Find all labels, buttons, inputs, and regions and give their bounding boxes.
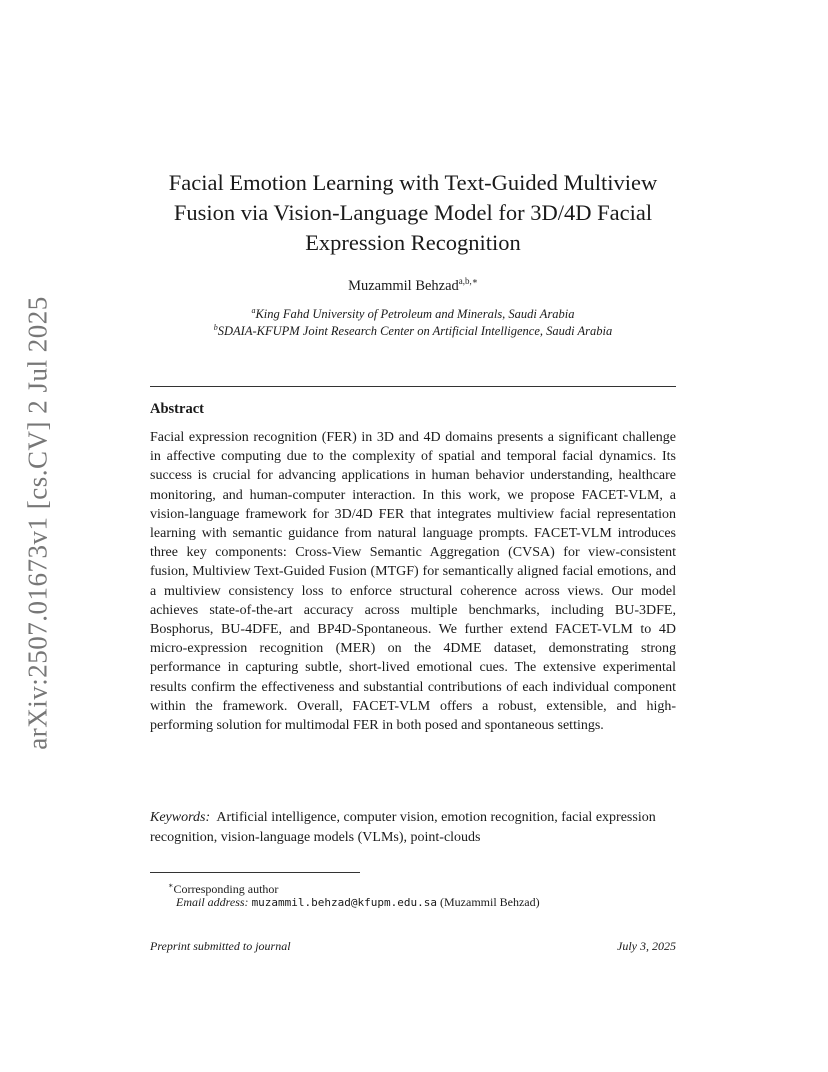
affiliation-text: King Fahd University of Petroleum and Minerals, Saudi Arabia <box>255 307 575 322</box>
email-note <box>176 894 540 911</box>
author-name: Muzammil Behzad <box>348 277 459 294</box>
author-marks: a,b,∗ <box>458 276 478 286</box>
author <box>150 276 676 295</box>
title-line: Fusion via Vision-Language Model for 3D/4D Facial <box>173 200 653 225</box>
affiliation-a <box>150 306 676 322</box>
email-label: Email address: <box>176 895 249 909</box>
paper-title <box>150 168 676 258</box>
title-line: Expression Recognition <box>305 230 521 255</box>
keywords-text: Artificial intelligence, computer vision, emotion recognition, facial expression recognition, vision-language models (VLMs), point-clouds <box>150 810 656 845</box>
corresponding-author-text: Corresponding author <box>173 882 279 896</box>
preprint-note: Preprint submitted to journal <box>150 939 291 953</box>
affiliation-b <box>150 323 676 339</box>
keywords-label: Keywords: <box>150 810 211 825</box>
preprint-date: July 3, 2025 <box>617 939 676 953</box>
footnote-mark: ∗ <box>168 881 174 890</box>
footnote-rule <box>150 872 360 873</box>
email-owner: (Muzammil Behzad) <box>440 895 540 909</box>
affiliation-text: SDAIA-KFUPM Joint Research Center on Artificial Intelligence, Saudi Arabia <box>217 324 613 339</box>
abstract-text: Facial expression recognition (FER) in 3D and 4D domains presents a significant challenge in affective computing due to the complexity of spatial and temporal facial dynamics. Its success is crucial for advancing applications in human behavior understanding, healthcare monitoring, and human-computer interaction. In this work, we propose FACET-VLM, a vision-language framework for 3D/4D FER that integrates multiview facial representation learning with semantic guidance from natural language prompts. FACET-VLM introduces three key components: Cross-View Semantic Aggregation (CVSA) for view-consistent fusion, Multiview Text-Guided Fusion (MTGF) for semantically aligned facial emotions, and a multiview consistency loss to enforce structural coherence across views. Our model achieves state-of-the-art accuracy across multiple benchmarks, including BU-3DFE, Bosphorus, BU-4DFE, and BP4D-Spontaneous. We further extend FACET-VLM to 4D micro-expression recognition (MER) on the 4DME dataset, demonstrating strong performance in capturing subtle, short-lived emotional cues. The extensive experimental results confirm the effectiveness and substantial contributions of each individual component within the framework. Overall, FACET-VLM offers a robust, extensible, and high-performing solution for multimodal FER in both posed and spontaneous settings. <box>150 430 676 734</box>
email-link[interactable]: muzammil.behzad@kfupm.edu.sa <box>251 896 437 909</box>
affiliation-mark: a <box>251 306 256 315</box>
abstract-heading: Abstract <box>150 401 204 417</box>
keywords <box>150 808 676 847</box>
header-rule <box>150 386 676 387</box>
arxiv-identifier: arXiv:2507.01673v1 [cs.CV] 2 Jul 2025 <box>22 296 53 750</box>
affiliation-mark: b <box>213 323 218 332</box>
title-line: Facial Emotion Learning with Text-Guided Multiview <box>168 170 658 195</box>
